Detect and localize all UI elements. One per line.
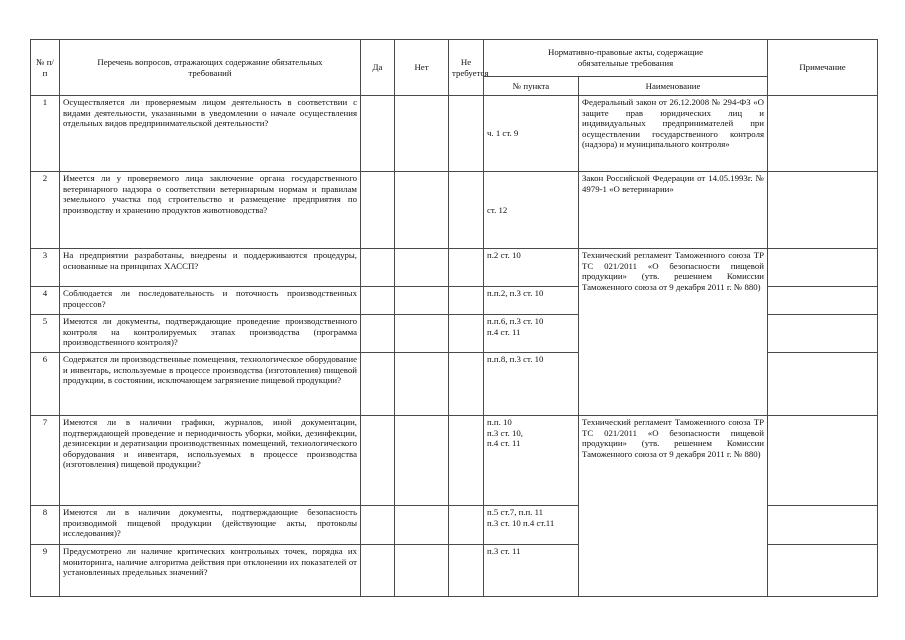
answer-not-required-cell[interactable] <box>449 315 484 353</box>
answer-yes-cell[interactable] <box>361 545 395 597</box>
answer-yes-cell[interactable] <box>361 353 395 416</box>
row-point: п.5 ст.7, п.п. 11 п.3 ст. 10 п.4 ст.11 <box>484 506 579 545</box>
answer-not-required-cell[interactable] <box>449 172 484 249</box>
header-yes: Да <box>361 40 395 96</box>
row-question: Содержатся ли производственные помещения, технологическое оборудование и инвентарь, используемые в процессе производства (изготовления) пищевой продукции, в состоянии, исключающем загрязнение пищевой продукции? <box>60 353 361 416</box>
row-point: ст. 12 <box>484 172 579 249</box>
table-row <box>31 416 878 506</box>
answer-not-required-cell[interactable] <box>449 249 484 287</box>
row-question: На предприятии разработаны, внедрены и поддерживаются процедуры, основанные на принципах ХАССП? <box>60 249 361 287</box>
answer-yes-cell[interactable] <box>361 506 395 545</box>
row-question: Осуществляется ли проверяемым лицом деятельность в соответствии с видами деятельности, указанными в уведомлении о начале осуществления отдельных видов предпринимательской деятельности? <box>60 96 361 172</box>
answer-yes-cell[interactable] <box>361 416 395 506</box>
row-act-name: Федеральный закон от 26.12.2008 № 294-ФЗ «О защите прав юридических лиц и индивидуальных предпринимателей при осуществлении государственного контроля (надзора) и муниципального контроля» <box>579 96 768 172</box>
header-num: № п/п <box>31 40 60 96</box>
row-point: п.2 ст. 10 <box>484 249 579 287</box>
note-cell[interactable] <box>768 96 878 172</box>
answer-yes-cell[interactable] <box>361 287 395 315</box>
row-point: п.п.6, п.3 ст. 10 п.4 ст. 11 <box>484 315 579 353</box>
table-row <box>31 96 878 172</box>
answer-yes-cell[interactable] <box>361 96 395 172</box>
answer-no-cell[interactable] <box>395 315 449 353</box>
answer-not-required-cell[interactable] <box>449 353 484 416</box>
answer-no-cell[interactable] <box>395 287 449 315</box>
note-cell[interactable] <box>768 353 878 416</box>
answer-no-cell[interactable] <box>395 249 449 287</box>
row-number: 3 <box>31 249 60 287</box>
row-question: Предусмотрено ли наличие критических контрольных точек, порядка их мониторинга, наличие алгоритма действия при отклонении их показателей от установленных предельных значений? <box>60 545 361 597</box>
answer-not-required-cell[interactable] <box>449 545 484 597</box>
header-acts: Нормативно-правовые акты, содержащие обязательные требования <box>484 40 768 77</box>
note-cell[interactable] <box>768 506 878 545</box>
row-number: 4 <box>31 287 60 315</box>
header-name: Наименование <box>579 77 768 96</box>
note-cell[interactable] <box>768 416 878 506</box>
row-number: 6 <box>31 353 60 416</box>
answer-yes-cell[interactable] <box>361 315 395 353</box>
answer-not-required-cell[interactable] <box>449 96 484 172</box>
note-cell[interactable] <box>768 287 878 315</box>
answer-no-cell[interactable] <box>395 545 449 597</box>
row-point: ч. 1 ст. 9 <box>484 96 579 172</box>
note-cell[interactable] <box>768 315 878 353</box>
note-cell[interactable] <box>768 172 878 249</box>
row-point: п.п.2, п.3 ст. 10 <box>484 287 579 315</box>
row-number: 9 <box>31 545 60 597</box>
header-point-no: № пункта <box>484 77 579 96</box>
row-act-name: Технический регламент Таможенного союза ТР ТС 021/2011 «О безопасности пищевой продукции» (утв. решением Комиссии Таможенного союза от 9 декабря 2011 г. № 880) <box>579 416 768 597</box>
header-note: Примечание <box>768 40 878 96</box>
row-act-name: Закон Российской Федерации от 14.05.1993г. № 4979-1 «О ветеринарии» <box>579 172 768 249</box>
row-number: 5 <box>31 315 60 353</box>
table-row <box>31 172 878 249</box>
answer-yes-cell[interactable] <box>361 172 395 249</box>
answer-no-cell[interactable] <box>395 96 449 172</box>
row-number: 7 <box>31 416 60 506</box>
header-not-required: Не требуется <box>449 40 484 96</box>
header-no: Нет <box>395 40 449 96</box>
row-number: 1 <box>31 96 60 172</box>
row-point: п.п.8, п.3 ст. 10 <box>484 353 579 416</box>
note-cell[interactable] <box>768 545 878 597</box>
answer-no-cell[interactable] <box>395 416 449 506</box>
answer-not-required-cell[interactable] <box>449 287 484 315</box>
table-row <box>31 249 878 287</box>
row-question: Имеются ли в наличии документы, подтверждающие безопасность производимой пищевой продукции (действующие акты, протоколы исследования)? <box>60 506 361 545</box>
row-question: Имеется ли у проверяемого лица заключение органа государственного ветеринарного надзора о соответствии ветеринарным нормам и правилам земельного участка под строительство и размещение предприятия по производству и хранению продуктов животноводства? <box>60 172 361 249</box>
answer-not-required-cell[interactable] <box>449 416 484 506</box>
answer-not-required-cell[interactable] <box>449 506 484 545</box>
row-number: 2 <box>31 172 60 249</box>
row-question: Имеются ли документы, подтверждающие проведение производственного контроля на контролируемых этапах производства (программа производственного контроля)? <box>60 315 361 353</box>
row-point: п.3 ст. 11 <box>484 545 579 597</box>
row-question: Имеются ли в наличии графики, журналов, иной документации, подтверждающей проведение и периодичность уборки, мойки, дезинфекции, дезинсекции и дератизации производственных помещений, технологического оборудования и инвентаря, используемых в процессе производства (изготовления) пищевой продукции? <box>60 416 361 506</box>
header-questions: Перечень вопросов, отражающих содержание обязательных требований <box>60 40 361 96</box>
answer-no-cell[interactable] <box>395 353 449 416</box>
checklist-table <box>30 39 878 597</box>
row-act-name: Технический регламент Таможенного союза ТР ТС 021/2011 «О безопасности пищевой продукции» (утв. решением Комиссии Таможенного союза от 9 декабря 2011 г. № 880) <box>579 249 768 416</box>
answer-no-cell[interactable] <box>395 172 449 249</box>
row-point: п.п. 10 п.3 ст. 10, п.4 ст. 11 <box>484 416 579 506</box>
row-question: Соблюдается ли последовательность и поточность производственных процессов? <box>60 287 361 315</box>
answer-no-cell[interactable] <box>395 506 449 545</box>
answer-yes-cell[interactable] <box>361 249 395 287</box>
row-number: 8 <box>31 506 60 545</box>
note-cell[interactable] <box>768 249 878 287</box>
